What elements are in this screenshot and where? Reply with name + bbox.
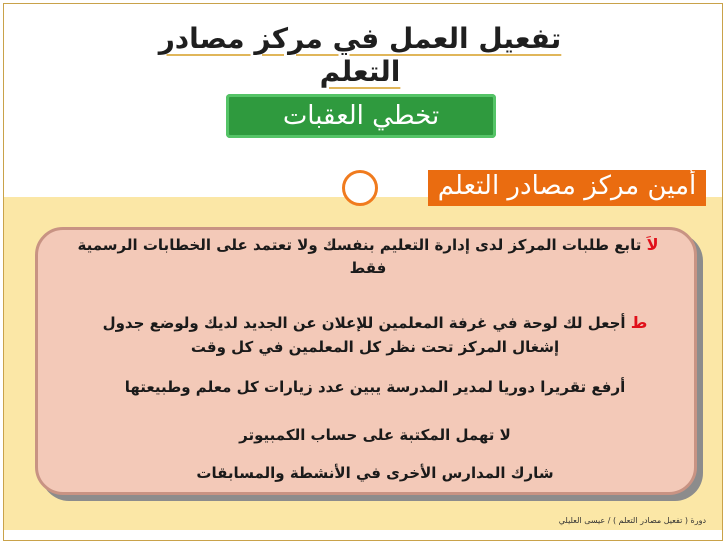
list-item	[60, 462, 690, 484]
list-item	[48, 234, 688, 256]
item-text: إشغال المركز تحت نظر كل المعلمين في كل وقت	[190, 338, 560, 356]
item-mark: ط	[630, 313, 648, 332]
subtitle-banner: تخطي العقبات	[226, 94, 496, 138]
item-text: لا تهمل المكتبة على حساب الكمبيوتر	[239, 426, 511, 444]
slide-title: تفعيل العمل في مركز مصادر التعلم	[158, 22, 562, 88]
list-item-continuation	[48, 257, 688, 279]
item-text: أجعل لك لوحة في غرفة المعلمين للإعلان عن الجديد لديك ولوضع جدول	[102, 314, 626, 332]
list-item	[60, 376, 690, 398]
list-item	[60, 312, 690, 334]
item-text: شارك المدارس الأخرى في الأنشطة والمسابقات	[196, 464, 554, 482]
footer-credit: دورة ( تفعيل مصادر التعلم ) / عيسى العليلي	[558, 516, 706, 525]
circle-marker-icon	[342, 170, 378, 206]
list-item	[60, 424, 690, 446]
item-text: أرفع تقريرا دوريا لمدير المدرسة يبين عدد زيارات كل معلم وطبيعتها	[124, 378, 626, 396]
role-banner: أمين مركز مصادر التعلم	[428, 170, 706, 206]
list-item-continuation	[60, 336, 690, 358]
item-text: تابع طلبات المركز لدى إدارة التعليم بنفسك ولا تعتمد على الخطابات الرسمية	[77, 236, 642, 254]
item-text: فقط	[349, 259, 387, 277]
item-mark: لاَ	[646, 235, 659, 254]
